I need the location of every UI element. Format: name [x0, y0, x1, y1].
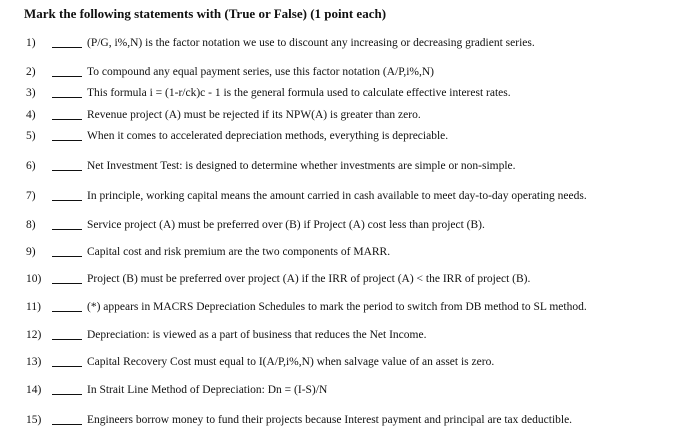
question-item-10 [0, 271, 700, 287]
question-number: 14) [26, 384, 42, 396]
question-text: In principle, working capital means the amount carried in cash available to meet day-to-day operating needs. [87, 190, 587, 202]
question-number: 13) [26, 356, 42, 368]
question-text: To compound any equal payment series, use this factor notation (A/P,i%,N) [87, 66, 434, 78]
answer-blank[interactable] [52, 256, 82, 257]
question-item-7 [0, 188, 700, 204]
question-item-9 [0, 244, 700, 260]
question-item-2 [0, 64, 700, 80]
question-text: (P/G, i%,N) is the factor notation we use to discount any increasing or decreasing gradient series. [87, 37, 535, 49]
answer-blank[interactable] [52, 283, 82, 284]
question-text: Service project (A) must be preferred over (B) if Project (A) cost less than project (B). [87, 219, 485, 231]
question-item-14 [0, 382, 700, 398]
question-text: In Strait Line Method of Depreciation: Dn = (I-S)/N [87, 384, 328, 396]
question-text: Engineers borrow money to fund their projects because Interest payment and principal are tax deductible. [87, 414, 573, 426]
question-text: (*) appears in MACRS Depreciation Schedules to mark the period to switch from DB method to SL method. [87, 301, 587, 313]
question-text: Revenue project (A) must be rejected if its NPW(A) is greater than zero. [87, 109, 421, 121]
question-item-1 [0, 35, 700, 51]
question-number: 8) [26, 219, 36, 231]
question-text: Capital Recovery Cost must equal to I(A/P,i%,N) when salvage value of an asset is zero. [87, 356, 495, 368]
question-item-15 [0, 412, 700, 428]
answer-blank[interactable] [52, 170, 82, 171]
question-text: Depreciation: is viewed as a part of business that reduces the Net Income. [87, 329, 427, 341]
answer-blank[interactable] [52, 394, 82, 395]
answer-blank[interactable] [52, 76, 82, 77]
answer-blank[interactable] [52, 311, 82, 312]
question-item-8 [0, 217, 700, 233]
question-number: 1) [26, 37, 36, 49]
question-text: When it comes to accelerated depreciation methods, everything is depreciable. [87, 130, 449, 142]
answer-blank[interactable] [52, 339, 82, 340]
question-item-5 [0, 128, 700, 144]
question-number: 4) [26, 109, 36, 121]
question-item-4 [0, 107, 700, 123]
question-text: Capital cost and risk premium are the two components of MARR. [87, 246, 391, 258]
answer-blank[interactable] [52, 47, 82, 48]
question-item-11 [0, 299, 700, 315]
question-number: 12) [26, 329, 42, 341]
question-text: This formula i = (1-r/ck)c - 1 is the general formula used to calculate effective interest rates. [87, 87, 511, 99]
answer-blank[interactable] [52, 366, 82, 367]
question-number: 10) [26, 273, 42, 285]
answer-blank[interactable] [52, 119, 82, 120]
question-item-3 [0, 85, 700, 101]
question-item-13 [0, 354, 700, 370]
answer-blank[interactable] [52, 424, 82, 425]
answer-blank[interactable] [52, 97, 82, 98]
question-number: 7) [26, 190, 36, 202]
question-number: 2) [26, 66, 36, 78]
question-number: 5) [26, 130, 36, 142]
question-number: 11) [26, 301, 41, 313]
answer-blank[interactable] [52, 229, 82, 230]
answer-blank[interactable] [52, 140, 82, 141]
question-item-6 [0, 158, 700, 174]
question-number: 9) [26, 246, 36, 258]
answer-blank[interactable] [52, 200, 82, 201]
question-text: Project (B) must be preferred over project (A) if the IRR of project (A) < the IRR of project (B). [87, 273, 531, 285]
question-number: 3) [26, 87, 36, 99]
question-item-12 [0, 327, 700, 343]
question-text: Net Investment Test: is designed to determine whether investments are simple or non-simple. [87, 160, 516, 172]
question-number: 6) [26, 160, 36, 172]
page-title: Mark the following statements with (True or False) (1 point each) [24, 6, 387, 21]
question-number: 15) [26, 414, 42, 426]
